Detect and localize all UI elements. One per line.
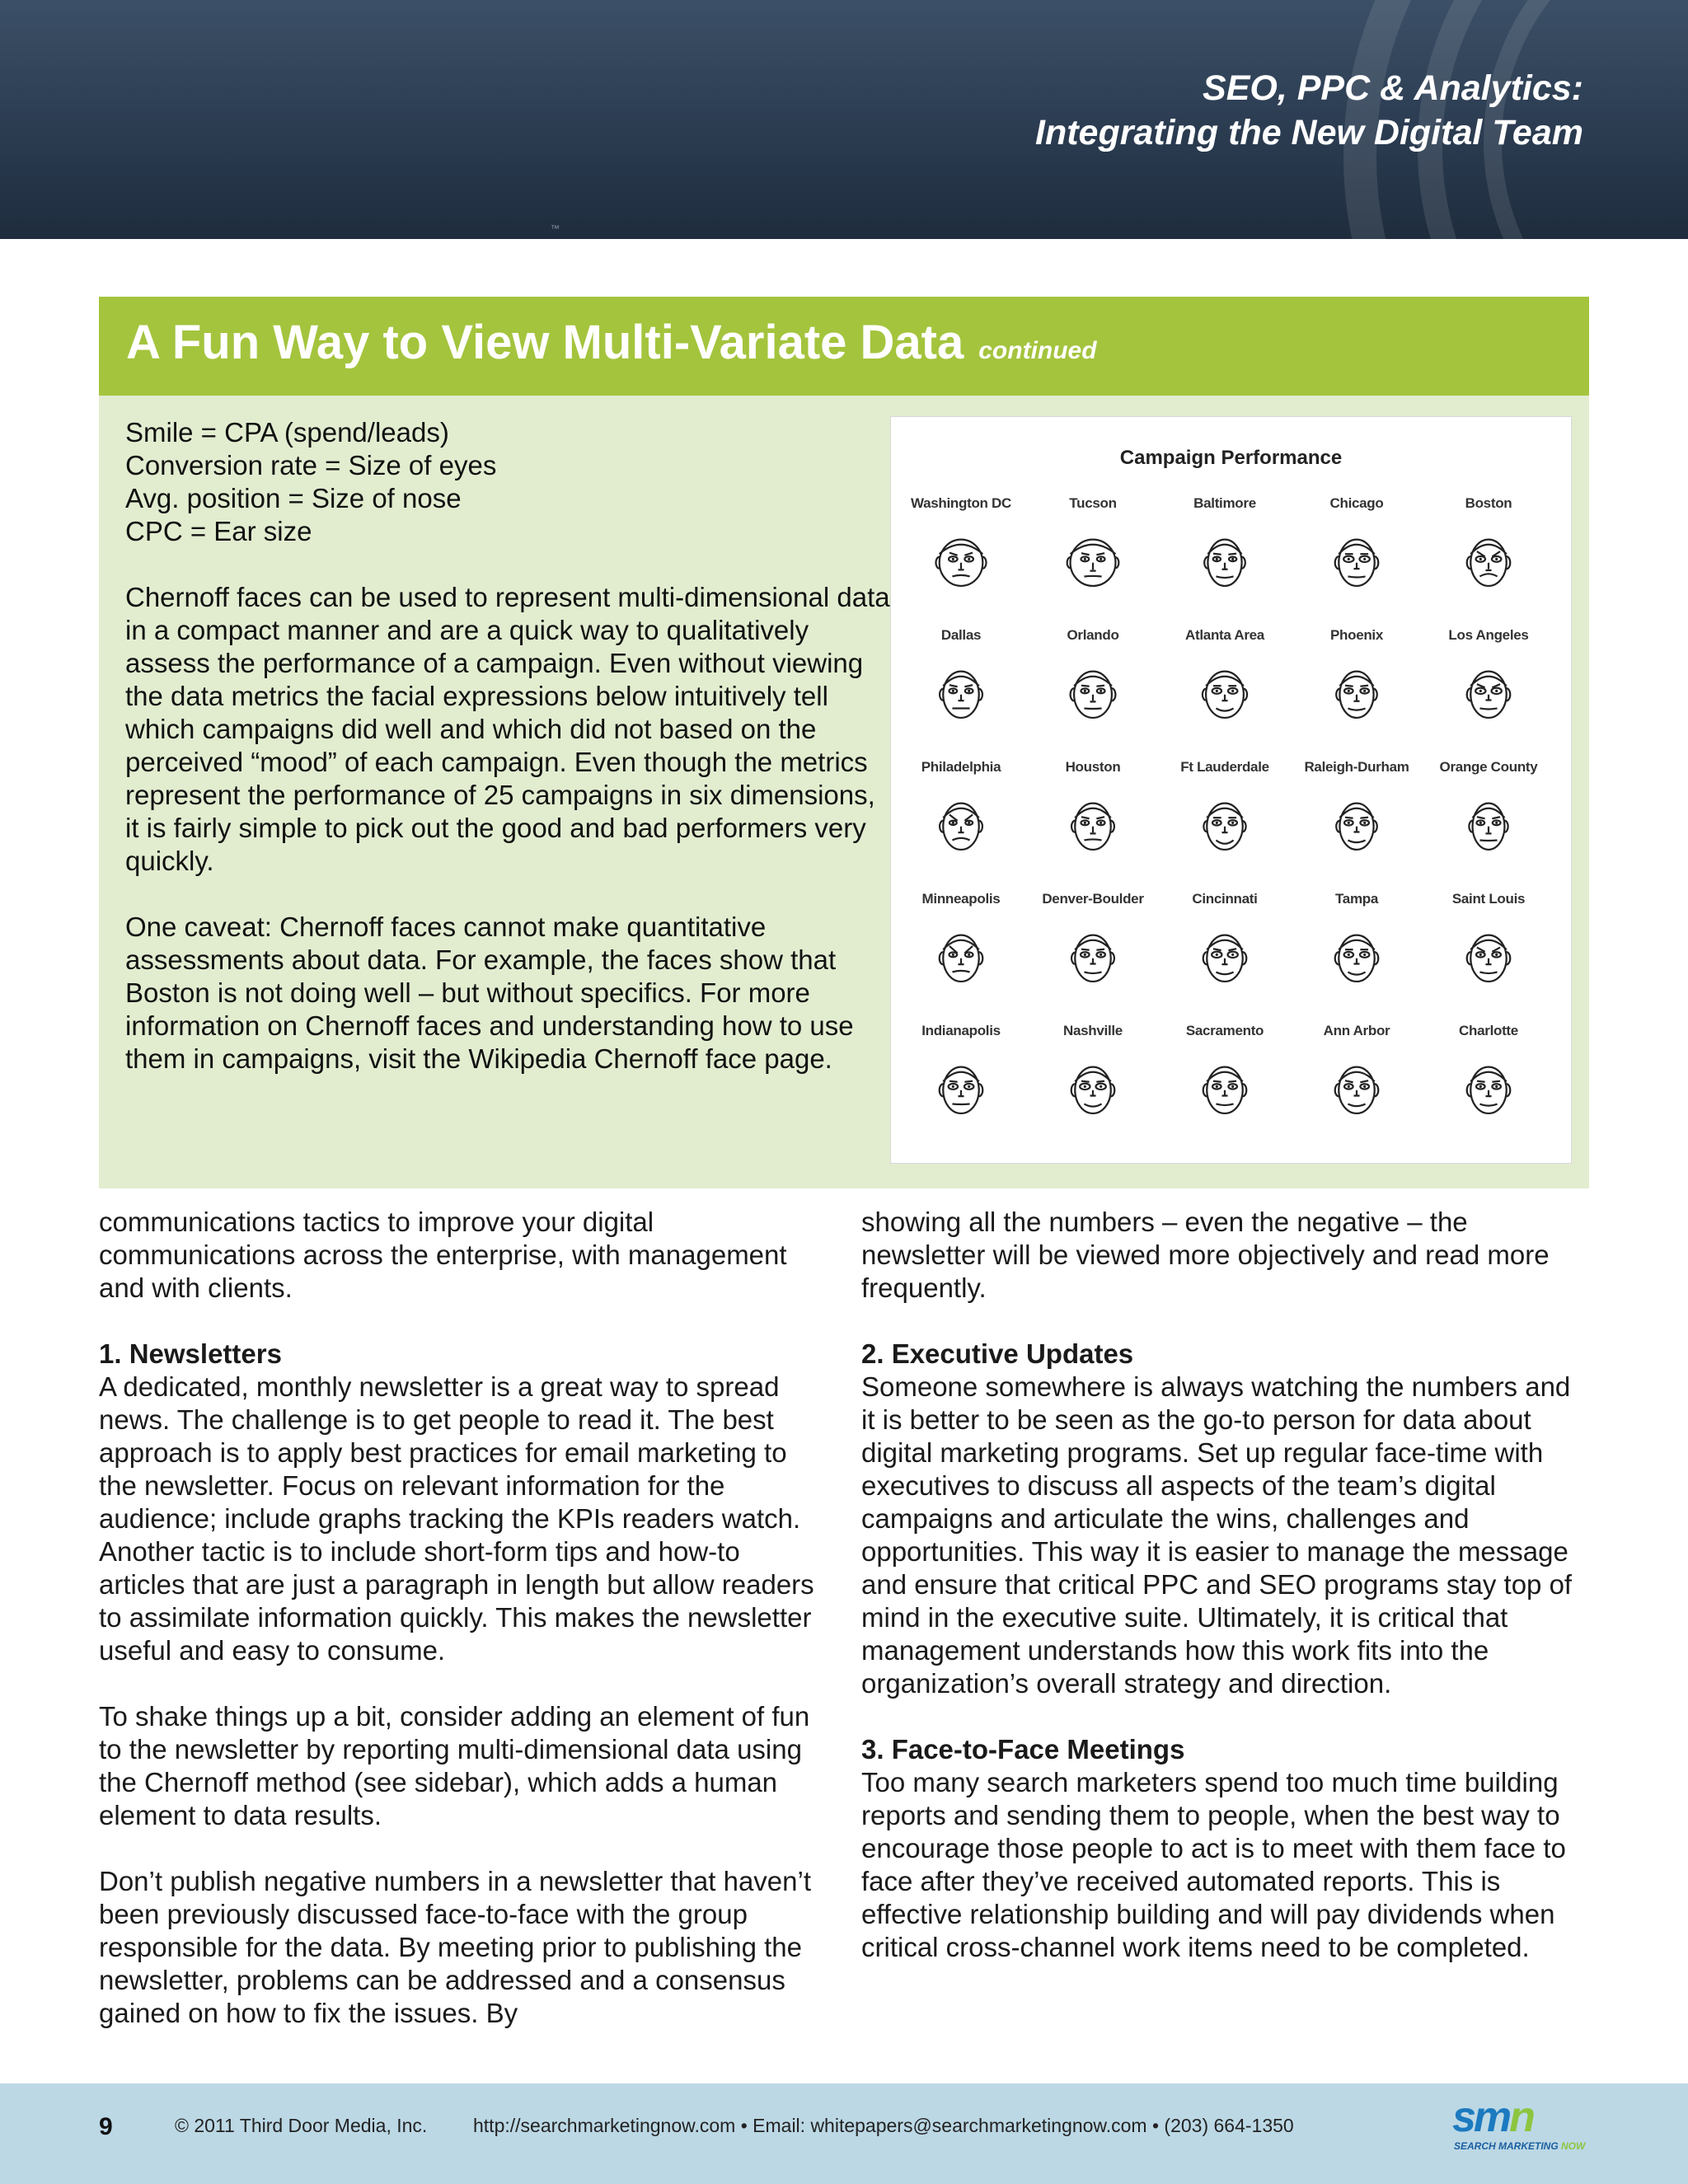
- face-pupil: [1495, 822, 1498, 824]
- logo-wordmark-a: sm: [1452, 2093, 1510, 2141]
- face-pupil: [1084, 690, 1086, 692]
- face-brow: [1360, 686, 1368, 687]
- face-pupil: [1216, 558, 1218, 560]
- face-brow: [1228, 554, 1236, 555]
- face-label: Boston: [1465, 495, 1512, 511]
- face-label: Tucson: [1069, 495, 1117, 511]
- face-pupil: [952, 1085, 954, 1088]
- face-cell: [895, 495, 1027, 627]
- face-pupil: [1231, 954, 1234, 956]
- face-pupil: [1363, 690, 1366, 692]
- sidebar-paragraph: Chernoff faces can be used to represent multi-dimensional data in a compact manner and are a quick way to qualitatively assess the performance of a campaign. Even without viewing the data metrics the facial expressions below intuitively tell which campaigns did well and which did not based on the perceived “mood” of each campaign. Even though the metrics represent the performance of 25 campaigns in six dimensions, it is fairly simple to pick out the good and bad performers very quickly.: [125, 582, 890, 876]
- document-title: [1035, 66, 1583, 155]
- chernoff-face: [925, 1052, 997, 1125]
- face-brow: [1096, 1081, 1104, 1082]
- face-label: Saint Louis: [1451, 891, 1526, 907]
- face-brow: [1081, 686, 1090, 687]
- face-label: Dallas: [940, 627, 982, 643]
- face-pupil: [1495, 690, 1498, 692]
- face-label: Philadelphia: [921, 759, 1001, 775]
- face-cell: [1159, 891, 1291, 1023]
- document-title-line-2: Integrating the New Digital Team: [1035, 113, 1583, 152]
- logo-tagline-a: SEARCH MARKETING: [1454, 2140, 1559, 2152]
- section-heading: 2. Executive Updates: [861, 1338, 1134, 1369]
- chernoff-face: [1320, 657, 1393, 729]
- legend-item: Conversion rate = Size of eyes: [125, 450, 497, 480]
- chernoff-face: [1057, 921, 1129, 993]
- chernoff-face: [1189, 657, 1261, 729]
- body-paragraph: communications tactics to improve your digital communications across the enterprise, with management and with clients.: [99, 1207, 787, 1303]
- face-pupil: [1479, 558, 1482, 560]
- face-pupil: [1348, 558, 1350, 560]
- face-cell: [895, 627, 1027, 759]
- face-pupil: [1231, 690, 1234, 692]
- chernoff-face: [1452, 789, 1525, 861]
- face-cell: [1291, 1023, 1423, 1155]
- face-cell: [1423, 627, 1554, 759]
- face-pupil: [1363, 1085, 1366, 1088]
- sidebar-title: [126, 315, 1097, 370]
- face-pupil: [1084, 1085, 1086, 1088]
- legend-item: Smile = CPA (spend/leads): [125, 417, 449, 448]
- chernoff-face: [1189, 789, 1261, 861]
- chernoff-face: [1320, 1052, 1393, 1125]
- face-label: Nashville: [1063, 1023, 1123, 1038]
- face-mouth: [1479, 840, 1497, 841]
- face-pupil: [1348, 1085, 1350, 1088]
- face-brow: [950, 1081, 958, 1082]
- face-label: Raleigh-Durham: [1304, 759, 1409, 775]
- face-pupil: [1348, 690, 1350, 692]
- body-paragraph: Someone somewhere is always watching the numbers and it is better to be seen as the go-to person for data about digital marketing programs. Set up regular face-time with executives to discuss all aspects of the team’s digital campaigns and articulate the wins, challenges and opportunities. This way it is easier to manage the message and ensure that critical PPC and SEO programs stay top of mind in the executive suite. Ultimately, it is critical that management understands how this work fits into the organization’s overall strategy and direction.: [861, 1371, 1573, 1699]
- face-pupil: [1216, 1085, 1218, 1088]
- face-brow: [1096, 686, 1104, 687]
- face-cell: [1291, 891, 1423, 1023]
- face-brow: [1477, 1081, 1485, 1082]
- face-cell: [1027, 759, 1159, 891]
- face-pupil: [968, 690, 970, 692]
- chernoff-face: [925, 525, 997, 598]
- face-cell: [1159, 495, 1291, 627]
- face-pupil: [1348, 954, 1350, 956]
- chernoff-face: [1057, 525, 1129, 598]
- section-heading: 3. Face-to-Face Meetings: [861, 1734, 1185, 1765]
- chernoff-face: [1452, 657, 1525, 729]
- face-pupil: [1363, 954, 1366, 956]
- face-pupil: [968, 558, 970, 560]
- face-cell: [1291, 759, 1423, 891]
- section-heading: 1. Newsletters: [99, 1338, 282, 1369]
- face-cell: [1159, 1023, 1291, 1155]
- face-pupil: [968, 822, 970, 824]
- chernoff-face: [1189, 1052, 1261, 1125]
- face-label: Minneapolis: [921, 891, 1001, 907]
- face-mouth: [1479, 708, 1497, 709]
- face-label: Ann Arbor: [1323, 1023, 1390, 1038]
- logo-tagline: [1454, 2140, 1585, 2152]
- face-pupil: [1495, 558, 1498, 560]
- face-mouth: [1084, 576, 1101, 577]
- face-pupil: [952, 954, 954, 956]
- face-pupil: [1363, 822, 1366, 824]
- face-brow: [1081, 1081, 1090, 1082]
- face-pupil: [1084, 822, 1086, 824]
- chernoff-face: [1452, 921, 1525, 993]
- face-label: Orange County: [1439, 759, 1538, 775]
- sidebar-paragraph: One caveat: Chernoff faces cannot make quantitative assessments about data. For example, the faces show that Boston is not doing well – but without specifics. For more information on Chernoff faces and understanding how to use them in campaigns, visit the Wikipedia Chernoff face page.: [125, 912, 854, 1074]
- face-label: Chicago: [1329, 495, 1384, 511]
- face-cell: [895, 891, 1027, 1023]
- page-header: [0, 0, 1688, 239]
- body-paragraph: Too many search marketers spend too much time building reports and sending them to people, when the best way to encourage those people to act is to meet with them face to face after they’ve received automated reports. This is effective relationship building and will pay dividends when critical cross-channel work items need to be completed.: [861, 1767, 1566, 1962]
- face-label: Atlanta Area: [1185, 627, 1264, 643]
- document-title-line-1: SEO, PPC & Analytics:: [1203, 68, 1583, 108]
- body-paragraph: Don’t publish negative numbers in a newsletter that haven’t been previously discussed face-to-face with the group responsible for the data. By meeting prior to publishing the newsletter, problems can be addressed and a consensus gained on how to fix the issues. By: [99, 1866, 812, 2028]
- chernoff-face: [1189, 921, 1261, 993]
- face-cell: [1423, 1023, 1554, 1155]
- face-cell: [1027, 495, 1159, 627]
- page-number: 9: [99, 2113, 113, 2140]
- face-pupil: [1231, 822, 1234, 824]
- face-label: Sacramento: [1185, 1023, 1264, 1038]
- chernoff-face: [1452, 1052, 1525, 1125]
- face-pupil: [1231, 558, 1234, 560]
- face-pupil: [1479, 1085, 1482, 1088]
- trademark-mark: ™: [551, 224, 560, 234]
- face-pupil: [1100, 822, 1102, 824]
- face-pupil: [1216, 822, 1218, 824]
- face-label: Houston: [1065, 759, 1121, 775]
- sidebar-header: [99, 297, 1589, 396]
- sidebar-box: [99, 297, 1589, 1188]
- face-pupil: [968, 1085, 970, 1088]
- face-cell: [1423, 759, 1554, 891]
- sidebar-title-suffix: continued: [978, 337, 1097, 364]
- face-label: Denver-Boulder: [1042, 891, 1144, 907]
- right-column: [861, 1206, 1587, 1997]
- sidebar-title-text: A Fun Way to View Multi-Variate Data: [126, 316, 964, 369]
- face-pupil: [1348, 822, 1350, 824]
- chernoff-face: [1320, 921, 1393, 993]
- face-cell: [895, 759, 1027, 891]
- face-label: Phoenix: [1329, 627, 1384, 643]
- page-footer: [0, 2083, 1688, 2184]
- face-pupil: [952, 690, 954, 692]
- copyright-text: © 2011 Third Door Media, Inc.: [175, 2115, 428, 2136]
- body-paragraph: showing all the numbers – even the negative – the newsletter will be viewed more objectively and read more frequently.: [861, 1207, 1550, 1303]
- contact-line: http://searchmarketingnow.com • Email: whitepapers@searchmarketingnow.com • (203) 664-1350: [473, 2115, 1294, 2136]
- face-label: Orlando: [1067, 627, 1119, 643]
- chernoff-face: [1452, 525, 1525, 598]
- face-label: Tampa: [1334, 891, 1379, 907]
- smn-logo: [1452, 2093, 1586, 2162]
- face-pupil: [1100, 690, 1102, 692]
- face-pupil: [968, 954, 970, 956]
- chernoff-faces-figure: [890, 416, 1572, 1164]
- face-cell: [1291, 495, 1423, 627]
- face-brow: [1096, 949, 1104, 950]
- face-cell: [1027, 627, 1159, 759]
- face-brow: [1081, 949, 1090, 950]
- chernoff-face: [925, 657, 997, 729]
- face-pupil: [1479, 690, 1482, 692]
- face-pupil: [1084, 558, 1086, 560]
- face-cell: [1159, 759, 1291, 891]
- face-label: Indianapolis: [921, 1023, 1001, 1038]
- chernoff-face: [1189, 525, 1261, 598]
- face-pupil: [952, 822, 954, 824]
- chernoff-face: [1320, 525, 1393, 598]
- face-pupil: [1363, 558, 1366, 560]
- face-pupil: [952, 558, 954, 560]
- face-cell: [1027, 891, 1159, 1023]
- face-legend: [125, 416, 892, 548]
- logo-wordmark: [1452, 2093, 1533, 2141]
- face-cell: [1423, 891, 1554, 1023]
- face-label: Baltimore: [1193, 495, 1256, 511]
- face-cell: [1291, 627, 1423, 759]
- chernoff-face: [1320, 789, 1393, 861]
- face-cell: [1159, 627, 1291, 759]
- legend-item: CPC = Ear size: [125, 516, 312, 546]
- face-mouth: [1084, 708, 1101, 709]
- chernoff-face: [925, 789, 997, 861]
- face-brow: [1228, 1081, 1236, 1082]
- face-brow: [1345, 686, 1353, 687]
- face-mouth: [1084, 839, 1101, 840]
- face-pupil: [1495, 954, 1498, 956]
- face-label: Los Angeles: [1448, 627, 1529, 643]
- face-pupil: [1100, 954, 1102, 956]
- face-pupil: [1100, 558, 1102, 560]
- legend-item: Avg. position = Size of nose: [125, 483, 462, 513]
- chernoff-face: [1057, 657, 1129, 729]
- face-pupil: [1216, 690, 1218, 692]
- face-pupil: [1479, 954, 1482, 956]
- face-mouth: [1348, 576, 1365, 577]
- chernoff-face: [1057, 1052, 1129, 1125]
- chernoff-face: [925, 921, 997, 993]
- face-pupil: [1100, 1085, 1102, 1088]
- face-pupil: [1084, 954, 1086, 956]
- logo-tagline-b: NOW: [1561, 2140, 1586, 2152]
- face-brow: [1492, 1081, 1500, 1082]
- face-pupil: [1479, 822, 1482, 824]
- chernoff-face: [1057, 789, 1129, 861]
- sidebar-text: [125, 416, 892, 1108]
- face-label: Cincinnati: [1192, 891, 1258, 907]
- face-cell: [1027, 1023, 1159, 1155]
- face-label: Charlotte: [1459, 1023, 1518, 1038]
- face-pupil: [1495, 1085, 1498, 1088]
- body-paragraph: A dedicated, monthly newsletter is a great way to spread news. The challenge is to get people to read it. The best approach is to apply best practices for email marketing to the newsletter. Focus on relevant information for the audience; include graphs tracking the KPIs readers watch. Another tactic is to include short-form tips and how-to articles that are just a paragraph in length but allow readers to assimilate information quickly. This makes the newsletter useful and easy to consume.: [99, 1371, 814, 1666]
- logo-wordmark-b: n: [1509, 2093, 1533, 2141]
- face-label: Washington DC: [910, 495, 1011, 511]
- face-cell: [895, 1023, 1027, 1155]
- body-paragraph: To shake things up a bit, consider adding an element of fun to the newsletter by reporting multi-dimensional data using the Chernoff method (see sidebar), which adds a human element to data results.: [99, 1701, 810, 1830]
- face-brow: [1213, 1081, 1221, 1082]
- face-brow: [1213, 554, 1221, 555]
- figure-title: Campaign Performance: [1119, 447, 1343, 469]
- face-cell: [1423, 495, 1554, 627]
- face-brow: [964, 1081, 973, 1082]
- face-label: Ft Lauderdale: [1180, 759, 1269, 775]
- face-pupil: [1216, 954, 1218, 956]
- face-pupil: [1231, 1085, 1234, 1088]
- left-column: [99, 1206, 824, 2063]
